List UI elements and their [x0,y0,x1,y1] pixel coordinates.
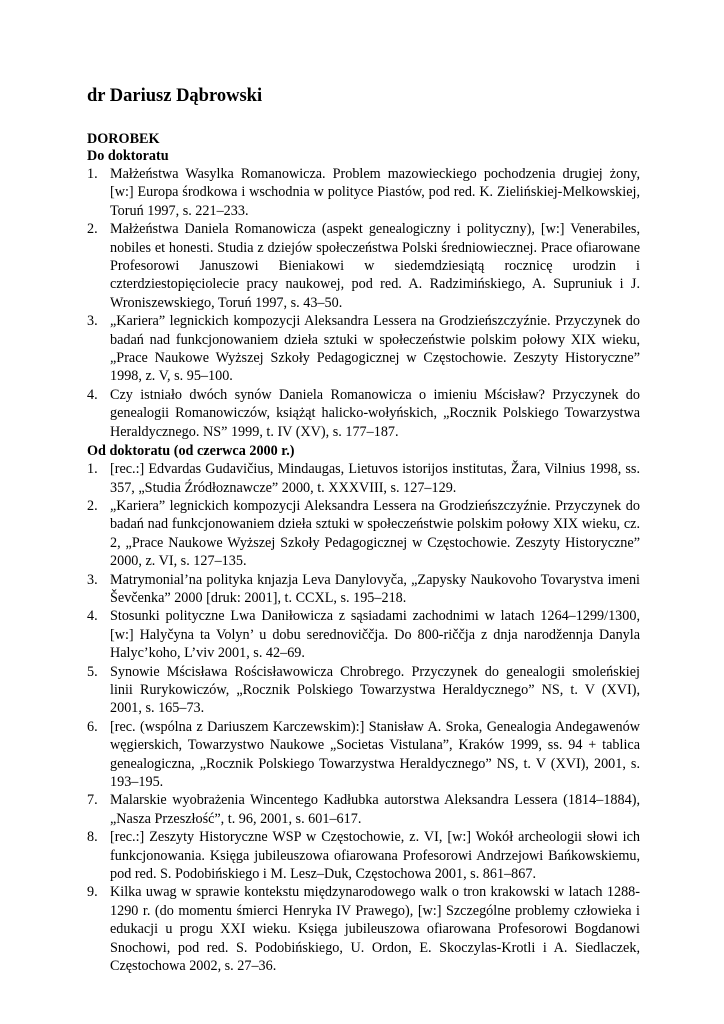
item-text: [rec.:] Zeszyty Historyczne WSP w Częstochowie, z. VI, [w:] Wokół archeologii słowi ich funkcjonowania. Księga jubileuszowa ofiarowana Profesorowi Andrzejowi Bańkowskiemu, pod red. S. Podobińskiego i M. Lesz–Duk, Częstochowa 2001, s. 861–867. [110,829,640,883]
after-doctorate-heading: Od doktoratu (od czerwca 2000 r.) [87,443,295,460]
item-text: [rec.:] Edvardas Gudavičius, Mindaugas, Lietuvos istorijos institutas, Žara, Vilnius 1998, ss. 357, „Studia Źródłoznawcze” 2000, t. XXXVIII, s. 127–129. [110,461,640,496]
item-text: Malarskie wyobrażenia Wincentego Kadłubka autorstwa Aleksandra Lessera (1814–1884), „Nasza Przeszłość”, t. 96, 2001, s. 601–617. [110,792,640,827]
item-text: [rec. (wspólna z Dariuszem Karczewskim):] Stanisław A. Sroka, Genealogia Andegawenów węgierskich, Towarzystwo Naukowe „Societas Vistulana”, Kraków 1999, ss. 94 + tablica genealogiczna, „Rocznik Polskiego Towarzystwa Heraldycznego” NS, t. V (XVI), 2001, s. 193–195. [110,718,640,790]
list-item [87,165,640,220]
item-number: 4. [87,608,98,625]
list-item [87,663,640,718]
list-item [87,791,640,828]
list-item [87,220,640,312]
item-text: Kilka uwag w sprawie kontekstu międzynarodowego walk o tron krakowski w latach 1288-1290 r. (do momentu śmierci Henryka IV Prawego), [w:] Szczególne problemy człowieka i edukacji u progu XXI wieku. Księga jubileuszowa ofiarowana Profesorowi Bogdanowi Snochowi, pod red. S. Podobińskiego, U. Ordon, E. Skoczylas-Krotli i A. Siedlaczek, Częstochowa 2002, s. 27–36. [110,884,640,975]
item-text: Małżeństwa Daniela Romanowicza (aspekt genealogiczny i polityczny), [w:] Venerabiles, nobiles et honesti. Studia z dziejów społeczeństwa Polski średniowiecznej. Prace ofiarowane Profesorowi Januszowi Bieniakowi w siedemdziesiątą rocznicę urodzin i czterdziestopięciolecie pracy naukowej, pod red. A. Radzimińskiego, A. Supruniuk i J. Wroniszewskiego, Toruń 1997, s. 43–50. [110,221,640,311]
list-item [87,571,640,608]
item-text: Czy istniało dwóch synów Daniela Romanowicza o imieniu Mścisław? Przyczynek do genealogii Romanowiczów, książąt halicko-wołyńskich, „Rocznik Polskiego Towarzystwa Heraldycznego. NS” 1999, t. IV (XV), s. 177–187. [110,386,640,440]
item-number: 2. [87,497,98,514]
item-number: 2. [87,221,98,238]
list-item [87,460,640,497]
list-item [87,718,640,792]
list-item [87,312,640,386]
document-page [87,84,640,975]
item-number: 1. [87,166,98,182]
section-title: DOROBEK [87,131,160,147]
item-number: 4. [87,386,98,403]
list-item [87,497,640,571]
item-number: 5. [87,663,98,680]
item-number: 6. [87,718,98,735]
list-item [87,883,640,975]
item-text: „Kariera” legnickich kompozycji Aleksandra Lessera na Grodzieńszczyźnie. Przyczynek do badań nad funkcjonowaniem dzieła sztuki w społeczeństwie polskim połowy XIX wieku, „Prace Naukowe Wyższej Szkoły Pedagogicznej w Częstochowie. Zeszyty Historyczne” 1998, z. V, s. 95–100. [110,313,640,385]
list-item [87,828,640,883]
item-text: Małżeństwa Wasylka Romanowicza. Problem mazowieckiego pochodzenia drugiej żony, [w:] Europa środkowa i wschodnia w polityce Piastów, pod red. K. Zielińskiej-Melkowskiej, Toruń 1997, s. 221–233. [110,166,640,219]
list-item [87,607,640,662]
item-text: Stosunki polityczne Lwa Daniłowicza z sąsiadami zachodnimi w latach 1264–1299/1300, [w:] Halyčyna ta Volyn’ u dobu serednoviččja. Do 800-riččja z dnja narodžennja Danyla Halyc’koho, L’viv 2001, s. 42–69. [110,608,640,662]
after-doctorate-list [87,460,640,975]
item-text: Matrymonial’na polityka knjazja Leva Danylovyča, „Zapysky Naukovoho Tovarystva imeni Ševčenka” 2000 [druk: 2001], t. CCXL, s. 195–218. [110,571,640,606]
before-doctorate-heading: Do doktoratu [87,148,169,164]
item-number: 1. [87,461,98,478]
list-item [87,386,640,441]
item-number: 9. [87,884,98,901]
author-name: dr Dariusz Dąbrowski [87,86,263,106]
item-number: 3. [87,571,98,588]
item-number: 8. [87,829,98,846]
item-text: Synowie Mścisława Rościsławowicza Chrobrego. Przyczynek do genealogii smoleńskiej linii Rurykowiczów, „Rocznik Polskiego Towarzystwa Heraldycznego” NS, t. V (XVI), 2001, s. 165–73. [110,663,640,717]
item-number: 7. [87,792,98,809]
item-number: 3. [87,313,98,330]
before-doctorate-list [87,165,640,441]
item-text: „Kariera” legnickich kompozycji Aleksandra Lessera na Grodzieńszczyźnie. Przyczynek do badań nad funkcjonowaniem dzieła sztuki w społeczeństwie polskim połowy XIX wieku, cz. 2, „Prace Naukowe Wyższej Szkoły Pedagogicznej w Częstochowie. Zeszyty Historyczne” 2000, z. VI, s. 127–135. [110,497,640,570]
